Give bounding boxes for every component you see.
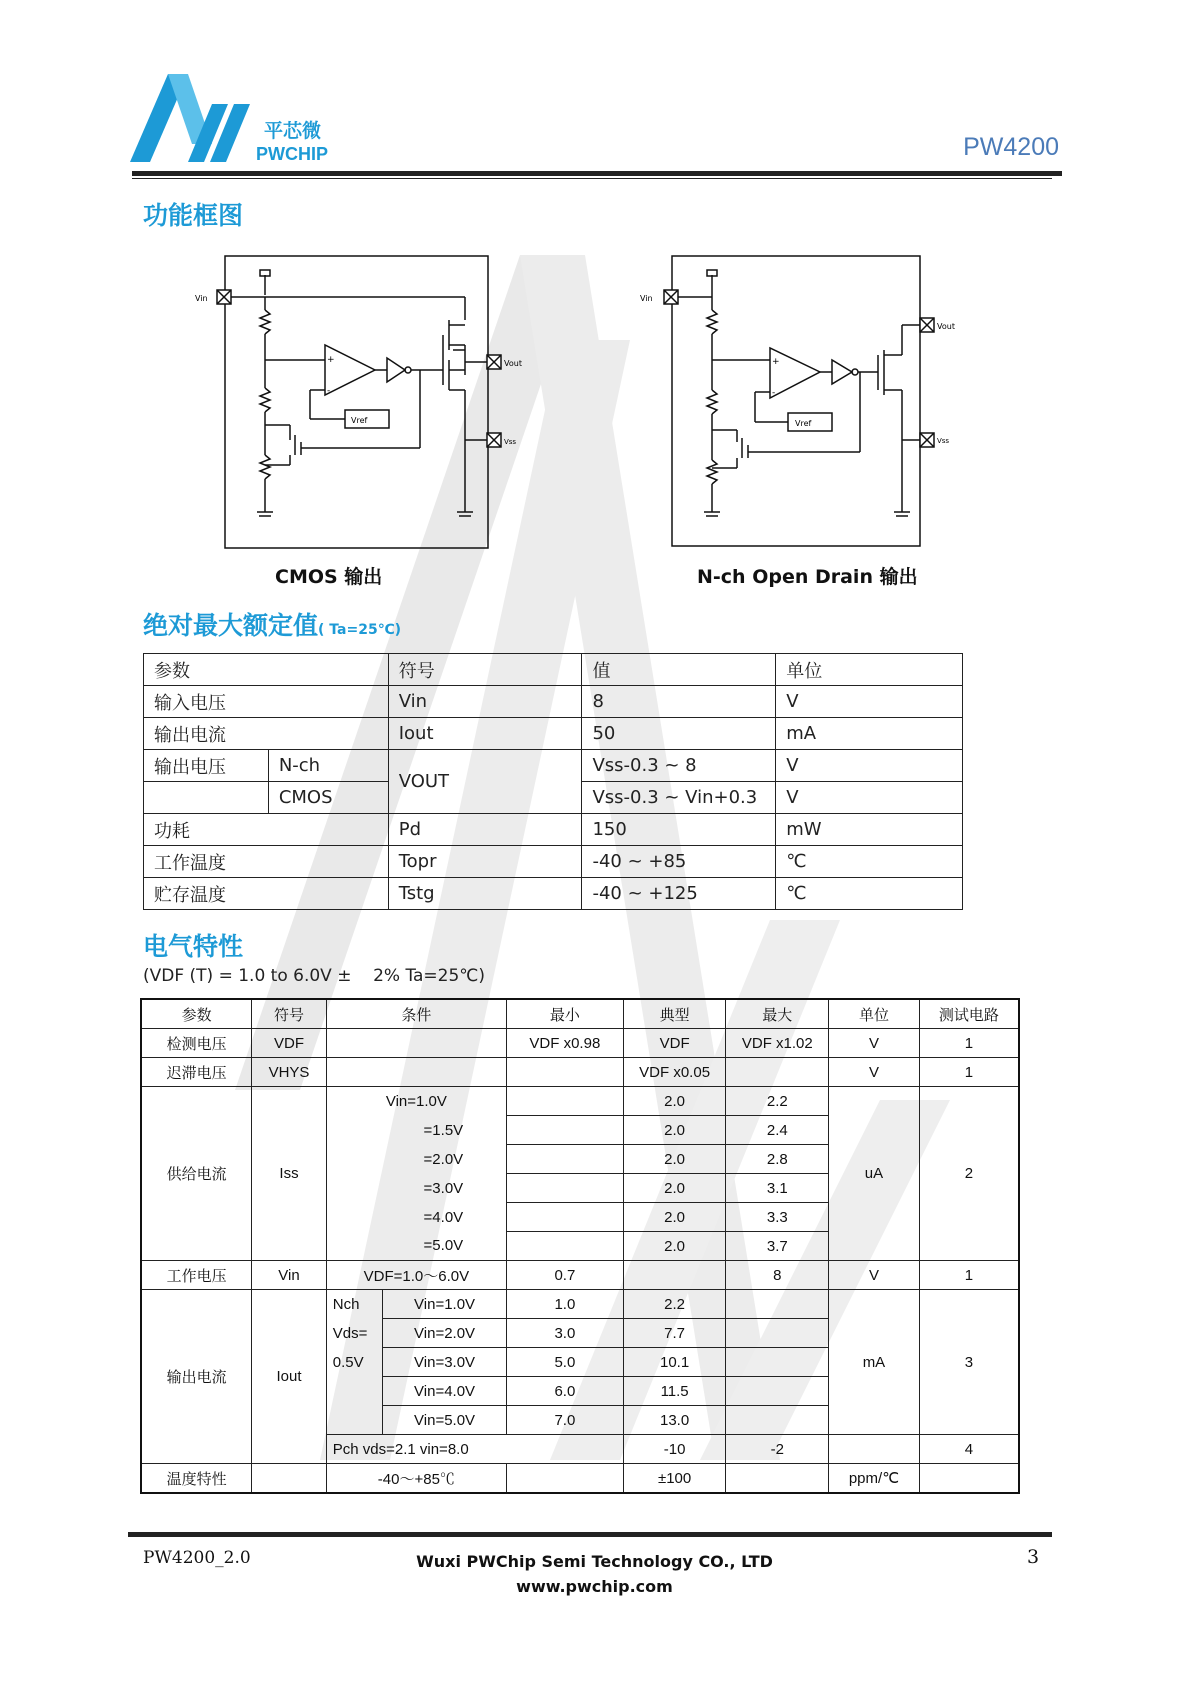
header-cell: 典型 [623, 999, 726, 1029]
table-row [144, 814, 963, 846]
electrical-table [140, 998, 1020, 1494]
min-cell [506, 1203, 623, 1232]
circuit-cell: 1 [919, 1058, 1019, 1087]
symbol-cell: Iss [252, 1087, 327, 1261]
min-cell: 7.0 [506, 1406, 623, 1435]
header-cell: 最小 [506, 999, 623, 1029]
typ-cell: 2.0 [623, 1174, 726, 1203]
param-cell [144, 782, 269, 814]
header-cell: 值 [582, 654, 776, 686]
symbol-cell: Tstg [388, 878, 582, 910]
header-cell: 参数 [144, 654, 389, 686]
max-cell [726, 1406, 829, 1435]
min-cell [506, 1145, 623, 1174]
nch-caption: N-ch Open Drain 输出 [697, 566, 918, 588]
typ-cell: 2.0 [623, 1087, 726, 1116]
min-cell: VDF x0.98 [506, 1029, 623, 1058]
symbol-cell: Iout [252, 1290, 327, 1464]
unit-cell [829, 1435, 920, 1464]
condition-cell: Vin=5.0V [383, 1406, 507, 1435]
header-cell: 参数 [141, 999, 252, 1029]
header-rule [132, 171, 1062, 176]
max-cell: 2.2 [726, 1087, 829, 1116]
condition-cell: Vin=3.0V [383, 1348, 507, 1377]
condition-cell [326, 1058, 506, 1087]
subparam-cell: N-ch [268, 750, 388, 782]
value-cell: 50 [582, 718, 776, 750]
company-url: www.pwchip.com [516, 1577, 673, 1596]
unit-cell: mA [776, 718, 963, 750]
max-cell [726, 1377, 829, 1406]
condition-cell: VDF=1.0～6.0V [326, 1261, 506, 1290]
condition-cell: =3.0V [326, 1174, 506, 1203]
typ-cell: 13.0 [623, 1406, 726, 1435]
svg-text:+: + [772, 357, 780, 367]
brand-cn: 平芯微 [264, 120, 322, 142]
symbol-cell: VOUT [388, 750, 582, 814]
condition-cell: =5.0V [326, 1232, 506, 1261]
typ-cell: 2.0 [623, 1232, 726, 1261]
param-cell: 供给电流 [141, 1087, 252, 1261]
abs-max-title: 绝对最大额定值 [143, 611, 319, 640]
svg-text:Vout: Vout [504, 359, 522, 368]
param-cell: 功耗 [144, 814, 389, 846]
circuit-cell: 1 [919, 1261, 1019, 1290]
svg-text:Vref: Vref [351, 416, 368, 425]
min-cell: 0.7 [506, 1261, 623, 1290]
circuit-cell: 3 [919, 1290, 1019, 1435]
condition-cell: Vin=1.0V [383, 1290, 507, 1319]
param-cell: 输出电压 [144, 750, 269, 782]
unit-cell: V [829, 1261, 920, 1290]
company-name: Wuxi PWChip Semi Technology CO., LTD [416, 1552, 773, 1571]
max-cell: 3.7 [726, 1232, 829, 1261]
max-cell [726, 1319, 829, 1348]
condition-cell: Vin=1.0V [326, 1087, 506, 1116]
circuit-cell: 4 [919, 1435, 1019, 1464]
header-cell: 单位 [776, 654, 963, 686]
min-cell [506, 1232, 623, 1261]
typ-cell: 2.0 [623, 1116, 726, 1145]
footer-rule [128, 1532, 1052, 1537]
max-cell: VDF x1.02 [726, 1029, 829, 1058]
typ-cell: 11.5 [623, 1377, 726, 1406]
circuit-cell: 2 [919, 1087, 1019, 1261]
nch-block-diagram [640, 250, 970, 550]
unit-cell: V [776, 782, 963, 814]
condition-cell: Vin=4.0V [383, 1377, 507, 1406]
table-row [141, 1261, 1019, 1290]
max-cell [726, 1290, 829, 1319]
symbol-cell: Iout [388, 718, 582, 750]
max-cell [726, 1464, 829, 1494]
value-cell: -40 ~ +85 [582, 846, 776, 878]
abs-max-condition: ( Ta=25℃) [318, 622, 402, 638]
condition-cell: Pch vds=2.1 vin=8.0 [326, 1435, 623, 1464]
abs-max-table [143, 653, 963, 910]
table-header-row [141, 999, 1019, 1029]
typ-cell: VDF [623, 1029, 726, 1058]
typ-cell: -10 [623, 1435, 726, 1464]
symbol-cell: VDF [252, 1029, 327, 1058]
max-cell: 3.3 [726, 1203, 829, 1232]
cmos-block-diagram [195, 250, 535, 550]
typ-cell: VDF x0.05 [623, 1058, 726, 1087]
unit-cell: ℃ [776, 878, 963, 910]
min-cell [506, 1087, 623, 1116]
condition-group-cell [326, 1377, 382, 1406]
param-cell: 迟滞电压 [141, 1058, 252, 1087]
symbol-cell: Vin [252, 1261, 327, 1290]
condition-group-cell: Nch [326, 1290, 382, 1319]
unit-cell: V [829, 1058, 920, 1087]
svg-text:Vref: Vref [795, 419, 812, 428]
min-cell: 5.0 [506, 1348, 623, 1377]
header-cell: 符号 [388, 654, 582, 686]
doc-version: PW4200_2.0 [143, 1548, 251, 1568]
table-row [144, 846, 963, 878]
symbol-cell: Topr [388, 846, 582, 878]
min-cell: 6.0 [506, 1377, 623, 1406]
value-cell: Vss-0.3 ~ 8 [582, 750, 776, 782]
param-cell: 温度特性 [141, 1464, 252, 1494]
header-cell: 测试电路 [919, 999, 1019, 1029]
max-cell [726, 1058, 829, 1087]
svg-text:Vout: Vout [937, 322, 955, 331]
table-row [144, 750, 963, 782]
svg-text:Vss: Vss [504, 438, 517, 446]
condition-cell: =4.0V [326, 1203, 506, 1232]
param-cell: 工作温度 [144, 846, 389, 878]
typ-cell: ±100 [623, 1464, 726, 1494]
param-cell: 工作电压 [141, 1261, 252, 1290]
condition-group-cell: Vds= [326, 1319, 382, 1348]
max-cell: 2.8 [726, 1145, 829, 1174]
min-cell [506, 1116, 623, 1145]
min-cell [506, 1464, 623, 1494]
table-row [141, 1029, 1019, 1058]
value-cell: Vss-0.3 ~ Vin+0.3 [582, 782, 776, 814]
table-row [144, 878, 963, 910]
header-cell: 符号 [252, 999, 327, 1029]
table-row [141, 1087, 1019, 1116]
symbol-cell: Vin [388, 686, 582, 718]
unit-cell: mA [829, 1290, 920, 1435]
condition-cell [326, 1029, 506, 1058]
page-number: 3 [1027, 1546, 1040, 1568]
condition-group-cell [326, 1406, 382, 1435]
min-cell [506, 1174, 623, 1203]
table-row [144, 686, 963, 718]
svg-text:Vin: Vin [195, 294, 208, 303]
header-cell: 最大 [726, 999, 829, 1029]
max-cell [726, 1348, 829, 1377]
max-cell: 2.4 [726, 1116, 829, 1145]
unit-cell: uA [829, 1087, 920, 1261]
unit-cell: ppm/℃ [829, 1464, 920, 1494]
svg-text:Vin: Vin [640, 294, 653, 303]
table-row [141, 1058, 1019, 1087]
max-cell: 3.1 [726, 1174, 829, 1203]
condition-cell: -40～+85℃ [326, 1464, 506, 1494]
model-number: PW4200 [963, 133, 1059, 161]
value-cell: -40 ~ +125 [582, 878, 776, 910]
unit-cell: V [776, 750, 963, 782]
svg-text:-: - [772, 388, 776, 398]
condition-cell: =1.5V [326, 1116, 506, 1145]
min-cell: 3.0 [506, 1319, 623, 1348]
condition-cell: Vin=2.0V [383, 1319, 507, 1348]
value-cell: 8 [582, 686, 776, 718]
param-cell: 贮存温度 [144, 878, 389, 910]
table-row [141, 1290, 1019, 1319]
svg-text:-: - [327, 386, 331, 396]
cmos-caption: CMOS 输出 [275, 566, 383, 588]
section-title-abs-max [143, 606, 401, 642]
typ-cell: 2.2 [623, 1290, 726, 1319]
unit-cell: ℃ [776, 846, 963, 878]
unit-cell: V [829, 1029, 920, 1058]
table-header-row [144, 654, 963, 686]
symbol-cell [252, 1464, 327, 1494]
value-cell: 150 [582, 814, 776, 846]
table-row [144, 718, 963, 750]
typ-cell: 2.0 [623, 1145, 726, 1174]
circuit-cell [919, 1464, 1019, 1494]
svg-text:+: + [327, 355, 335, 365]
svg-text:Vss: Vss [937, 437, 950, 445]
min-cell: 1.0 [506, 1290, 623, 1319]
typ-cell [623, 1261, 726, 1290]
symbol-cell: Pd [388, 814, 582, 846]
header-rule-thin [132, 178, 1052, 179]
typ-cell: 10.1 [623, 1348, 726, 1377]
symbol-cell: VHYS [252, 1058, 327, 1087]
section-title-block-diagram: 功能框图 [143, 201, 244, 230]
condition-group-cell: 0.5V [326, 1348, 382, 1377]
header-cell: 条件 [326, 999, 506, 1029]
typ-cell: 7.7 [623, 1319, 726, 1348]
min-cell [506, 1058, 623, 1087]
unit-cell: mW [776, 814, 963, 846]
max-cell: -2 [726, 1435, 829, 1464]
typ-cell: 2.0 [623, 1203, 726, 1232]
max-cell: 8 [726, 1261, 829, 1290]
circuit-cell: 1 [919, 1029, 1019, 1058]
section-title-electrical: 电气特性 [143, 932, 244, 961]
elec-condition: (VDF (T) = 1.0 to 6.0V ± 2% Ta=25℃) [143, 966, 486, 986]
pwchip-logo-icon [130, 74, 260, 166]
unit-cell: V [776, 686, 963, 718]
condition-cell: =2.0V [326, 1145, 506, 1174]
table-row [141, 1464, 1019, 1494]
param-cell: 输出电流 [144, 718, 389, 750]
param-cell: 输入电压 [144, 686, 389, 718]
param-cell: 检测电压 [141, 1029, 252, 1058]
header-cell: 单位 [829, 999, 920, 1029]
subparam-cell: CMOS [268, 782, 388, 814]
param-cell: 输出电流 [141, 1290, 252, 1464]
brand-en: PWCHIP [256, 144, 328, 164]
